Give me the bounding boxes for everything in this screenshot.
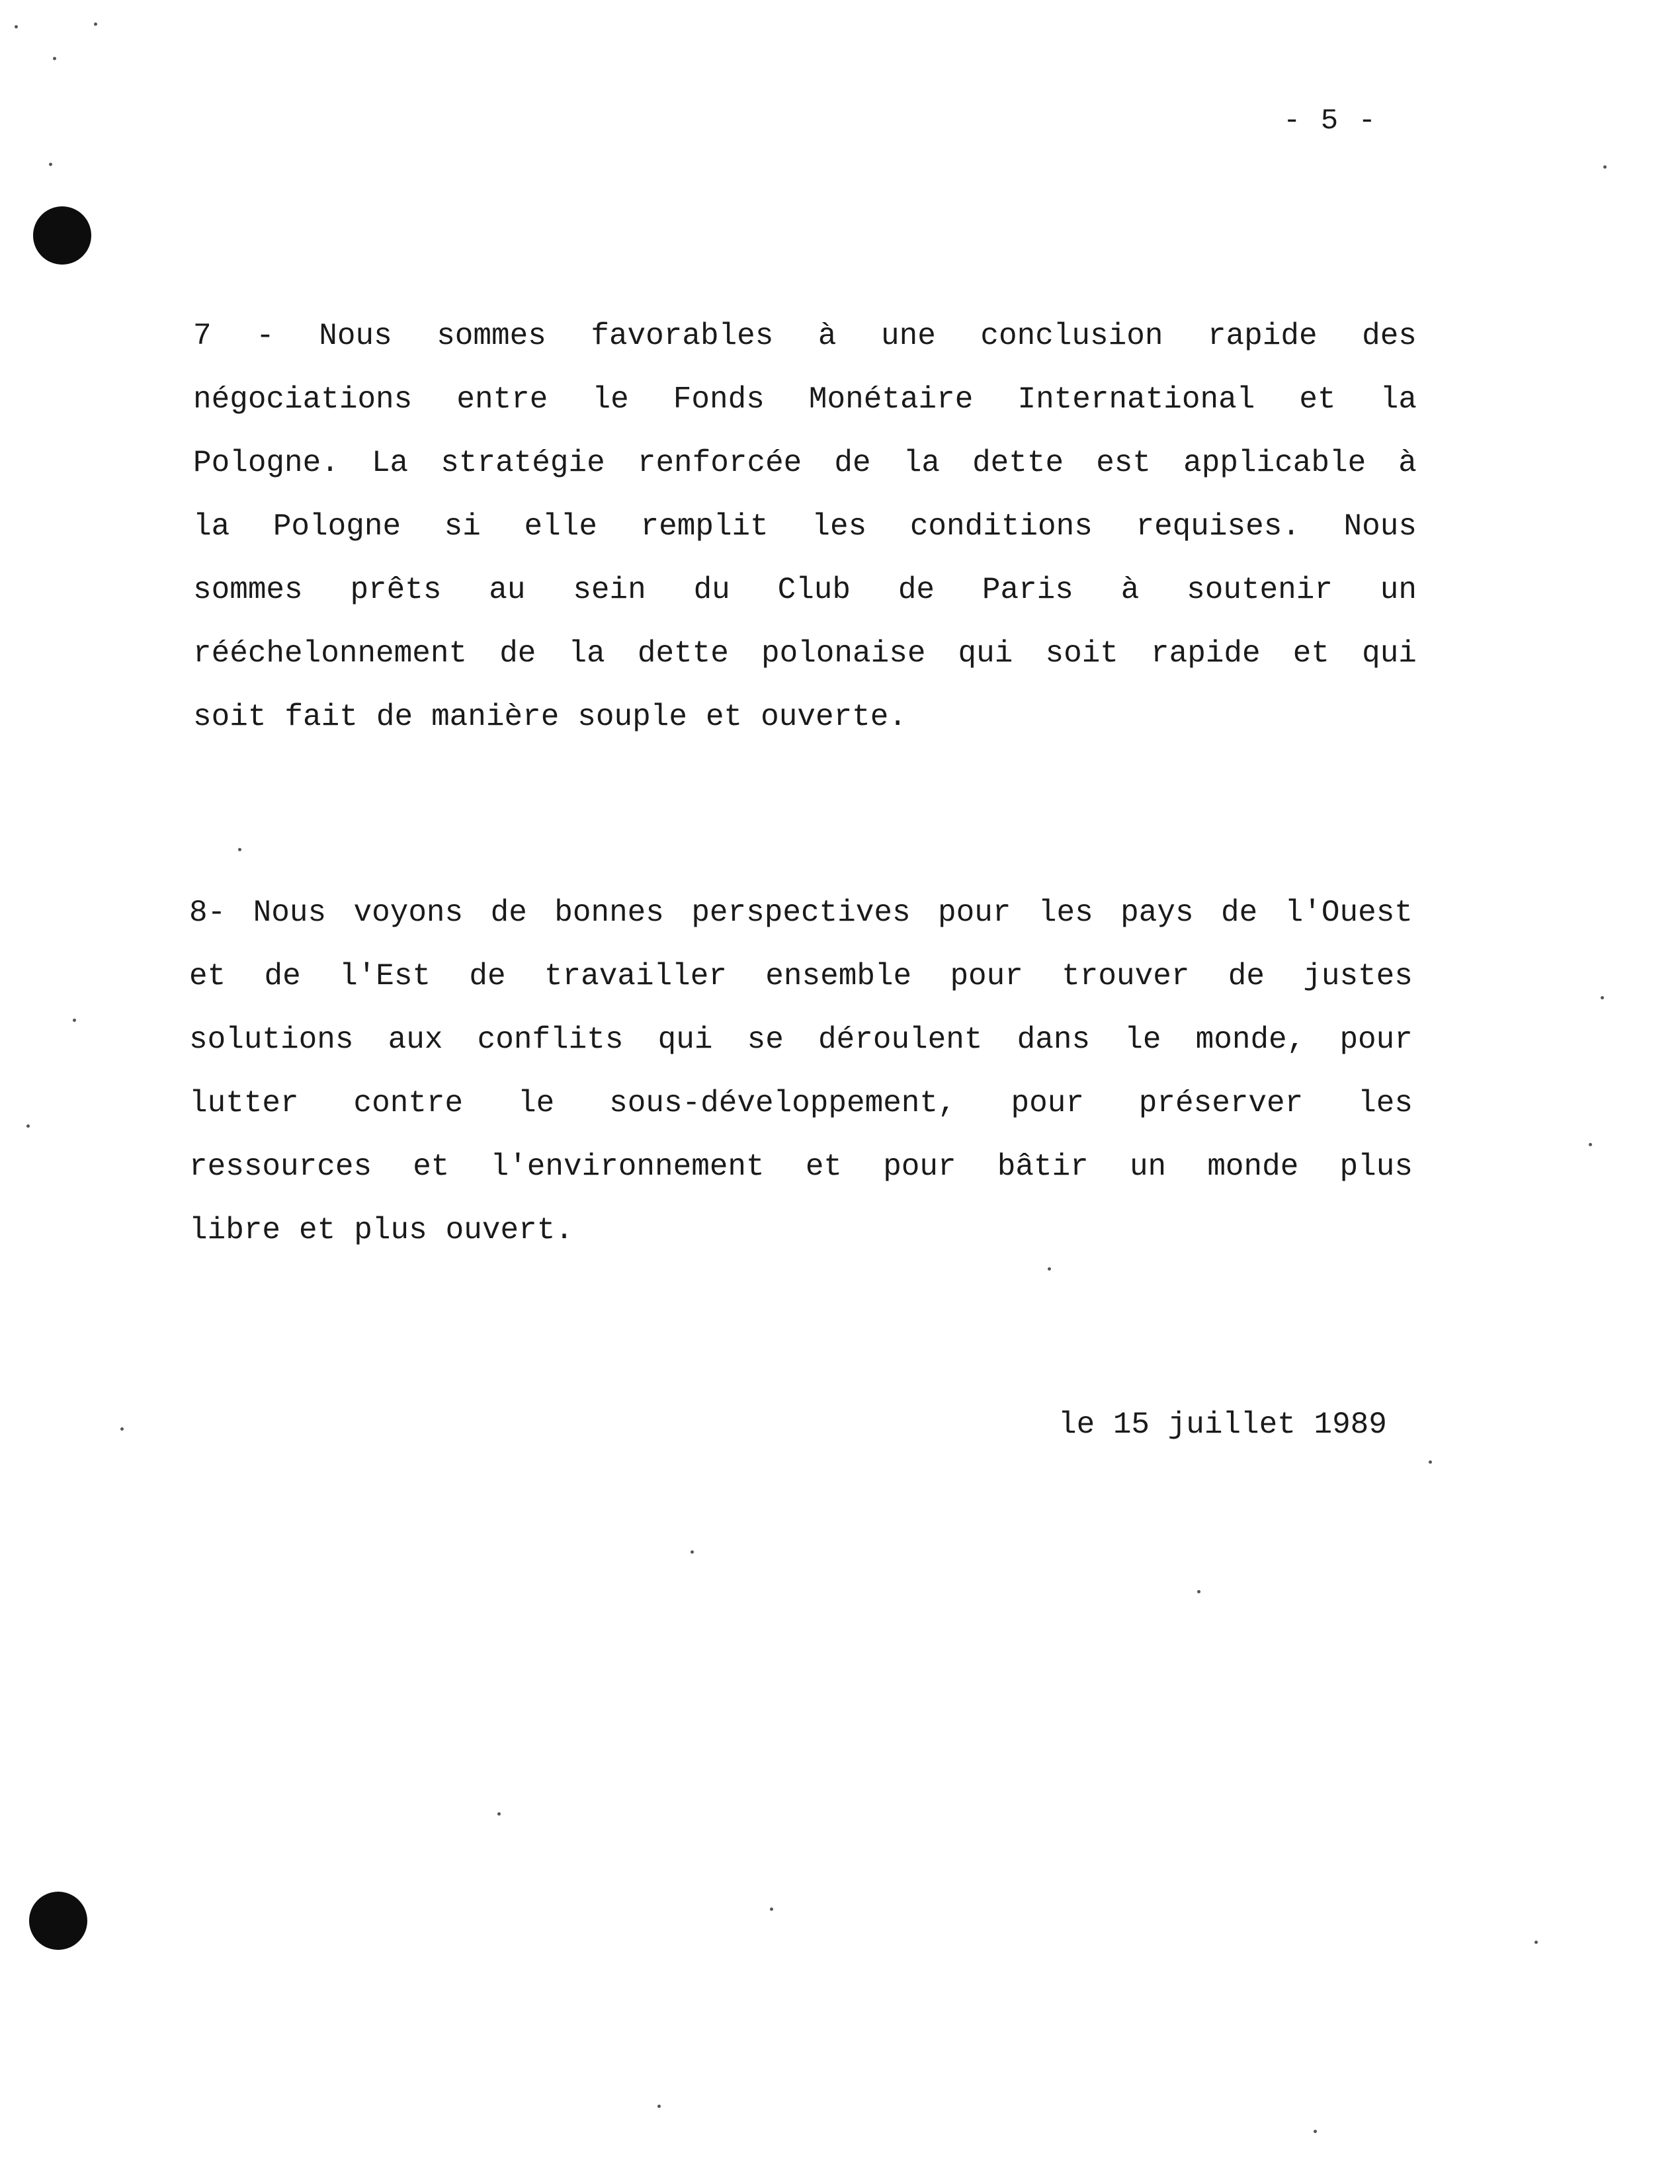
word: Pologne bbox=[273, 509, 401, 544]
word: ouvert. bbox=[445, 1213, 573, 1247]
word: stratégie bbox=[441, 446, 605, 480]
text-line bbox=[189, 1135, 1413, 1198]
word: à bbox=[1398, 446, 1417, 480]
word: sommes bbox=[193, 573, 303, 607]
word: libre bbox=[189, 1213, 281, 1247]
word: si bbox=[444, 509, 481, 544]
word: soit bbox=[1045, 636, 1118, 671]
document-date: le 15 juillet 1989 bbox=[1058, 1407, 1387, 1442]
word: de bbox=[264, 959, 301, 993]
word: pour bbox=[1339, 1023, 1413, 1057]
scan-speck bbox=[1534, 1941, 1538, 1944]
word: Pologne. bbox=[193, 446, 339, 480]
scan-speck bbox=[657, 2105, 661, 2108]
word: sein bbox=[573, 573, 646, 607]
word: préserver bbox=[1138, 1086, 1304, 1120]
word: pour bbox=[938, 896, 1011, 930]
scan-speck bbox=[1429, 1460, 1432, 1464]
word: à bbox=[818, 319, 837, 353]
word: plus bbox=[1339, 1150, 1413, 1184]
word: et bbox=[413, 1150, 450, 1184]
scan-speck bbox=[1603, 165, 1607, 169]
text-line bbox=[189, 1008, 1413, 1071]
text-line bbox=[189, 945, 1413, 1008]
word: de bbox=[376, 700, 413, 734]
word: perspectives bbox=[691, 896, 911, 930]
word: applicable bbox=[1183, 446, 1366, 480]
word: des bbox=[1362, 319, 1417, 353]
word: et bbox=[189, 959, 226, 993]
word: l'Ouest bbox=[1284, 896, 1413, 930]
word: de bbox=[1228, 959, 1265, 993]
word: entre bbox=[456, 382, 548, 417]
word: les bbox=[1038, 896, 1093, 930]
word: le bbox=[1124, 1023, 1161, 1057]
word: monde, bbox=[1195, 1023, 1306, 1057]
word: le bbox=[592, 382, 629, 417]
word: de bbox=[469, 959, 506, 993]
text-line bbox=[193, 495, 1417, 558]
word: sommes bbox=[437, 319, 546, 353]
word: de bbox=[898, 573, 935, 607]
word: la bbox=[193, 509, 230, 544]
word: et bbox=[705, 700, 743, 734]
word: Club bbox=[777, 573, 851, 607]
word: rapide bbox=[1151, 636, 1261, 671]
word: de bbox=[499, 636, 536, 671]
word: - bbox=[256, 319, 274, 353]
word: bâtir bbox=[997, 1150, 1089, 1184]
word: plus bbox=[354, 1213, 427, 1247]
word: du bbox=[693, 573, 730, 607]
scan-speck bbox=[94, 22, 97, 26]
word: Nous bbox=[1343, 509, 1417, 544]
word: souple bbox=[577, 700, 687, 734]
text-line bbox=[193, 304, 1417, 368]
word: rapide bbox=[1207, 319, 1318, 353]
word: pour bbox=[950, 959, 1023, 993]
word: et bbox=[1299, 382, 1336, 417]
word: une bbox=[881, 319, 936, 353]
text-line bbox=[193, 622, 1417, 685]
scan-speck bbox=[53, 57, 56, 60]
word: négociations bbox=[193, 382, 413, 417]
word: rééchelonnement bbox=[193, 636, 468, 671]
text-line bbox=[189, 881, 1413, 945]
word: polonaise bbox=[761, 636, 926, 671]
word: et bbox=[1292, 636, 1329, 671]
scan-speck bbox=[1048, 1267, 1051, 1271]
word: trouver bbox=[1062, 959, 1190, 993]
word: elle bbox=[524, 509, 597, 544]
word: La bbox=[371, 446, 409, 480]
word: est bbox=[1096, 446, 1152, 480]
word: l'Est bbox=[339, 959, 431, 993]
word: déroulent bbox=[818, 1023, 983, 1057]
scan-speck bbox=[1314, 2130, 1317, 2133]
word: les bbox=[812, 509, 867, 544]
text-line bbox=[193, 368, 1417, 431]
word: de bbox=[1221, 896, 1258, 930]
word: Nous bbox=[319, 319, 392, 353]
text-line bbox=[189, 1071, 1413, 1135]
word: voyons bbox=[353, 896, 464, 930]
word: se bbox=[747, 1023, 784, 1057]
word: pour bbox=[1011, 1086, 1084, 1120]
word: International bbox=[1017, 382, 1255, 417]
word: au bbox=[489, 573, 526, 607]
scan-speck bbox=[691, 1550, 694, 1554]
word: l'environnement bbox=[490, 1150, 765, 1184]
text-line bbox=[189, 1198, 1413, 1262]
scan-speck bbox=[1589, 1143, 1592, 1146]
word: dans bbox=[1017, 1023, 1091, 1057]
word: conclusion bbox=[980, 319, 1163, 353]
scan-speck bbox=[1601, 996, 1604, 999]
word: de bbox=[490, 896, 527, 930]
word: soutenir bbox=[1187, 573, 1333, 607]
word: les bbox=[1358, 1086, 1413, 1120]
scan-speck bbox=[73, 1019, 76, 1022]
word: et bbox=[805, 1150, 843, 1184]
word: aux bbox=[388, 1023, 443, 1057]
word: la bbox=[903, 446, 940, 480]
word: solutions bbox=[189, 1023, 354, 1057]
word: conflits bbox=[477, 1023, 624, 1057]
word: prêts bbox=[350, 573, 442, 607]
scan-speck bbox=[238, 848, 241, 851]
scan-speck bbox=[26, 1124, 30, 1128]
punch-hole-top bbox=[33, 206, 91, 265]
text-line bbox=[193, 431, 1417, 495]
word: ouverte. bbox=[761, 700, 907, 734]
scan-speck bbox=[120, 1427, 124, 1431]
word: pays bbox=[1120, 896, 1194, 930]
word: dette bbox=[972, 446, 1064, 480]
word: un bbox=[1380, 573, 1417, 607]
word: favorables bbox=[591, 319, 774, 353]
word: manière bbox=[431, 700, 560, 734]
word: la bbox=[568, 636, 605, 671]
page-number: - 5 - bbox=[1283, 105, 1378, 138]
word: le bbox=[518, 1086, 555, 1120]
word: requises. bbox=[1136, 509, 1300, 544]
word: à bbox=[1120, 573, 1140, 607]
word: 8- bbox=[189, 896, 226, 930]
word: Monétaire bbox=[808, 382, 974, 417]
word: renforcée bbox=[637, 446, 802, 480]
text-line bbox=[193, 685, 1417, 749]
word: justes bbox=[1303, 959, 1413, 993]
paragraph-7 bbox=[193, 304, 1417, 749]
scan-speck bbox=[15, 25, 18, 28]
word: soit bbox=[193, 700, 267, 734]
word: sous-développement, bbox=[609, 1086, 956, 1120]
word: ressources bbox=[189, 1150, 372, 1184]
word: travailler bbox=[544, 959, 727, 993]
word: conditions bbox=[909, 509, 1093, 544]
word: monde bbox=[1207, 1150, 1299, 1184]
word: et bbox=[299, 1213, 336, 1247]
word: Paris bbox=[982, 573, 1073, 607]
scan-speck bbox=[1197, 1590, 1200, 1593]
word: dette bbox=[637, 636, 729, 671]
punch-hole-bottom bbox=[29, 1892, 87, 1950]
scan-speck bbox=[49, 163, 52, 166]
scan-speck bbox=[497, 1812, 501, 1816]
word: remplit bbox=[640, 509, 769, 544]
word: de bbox=[834, 446, 871, 480]
text-line bbox=[193, 558, 1417, 622]
word: un bbox=[1129, 1150, 1167, 1184]
word: Nous bbox=[253, 896, 327, 930]
word: qui bbox=[657, 1023, 713, 1057]
word: qui bbox=[958, 636, 1013, 671]
word: pour bbox=[883, 1150, 956, 1184]
scan-speck bbox=[770, 1908, 773, 1911]
word: qui bbox=[1362, 636, 1417, 671]
paragraph-8 bbox=[189, 881, 1413, 1262]
word: 7 bbox=[193, 319, 212, 353]
word: fait bbox=[284, 700, 358, 734]
word: contre bbox=[353, 1086, 464, 1120]
word: Fonds bbox=[673, 382, 765, 417]
word: la bbox=[1380, 382, 1417, 417]
word: lutter bbox=[189, 1086, 299, 1120]
word: bonnes bbox=[554, 896, 664, 930]
word: ensemble bbox=[765, 959, 912, 993]
